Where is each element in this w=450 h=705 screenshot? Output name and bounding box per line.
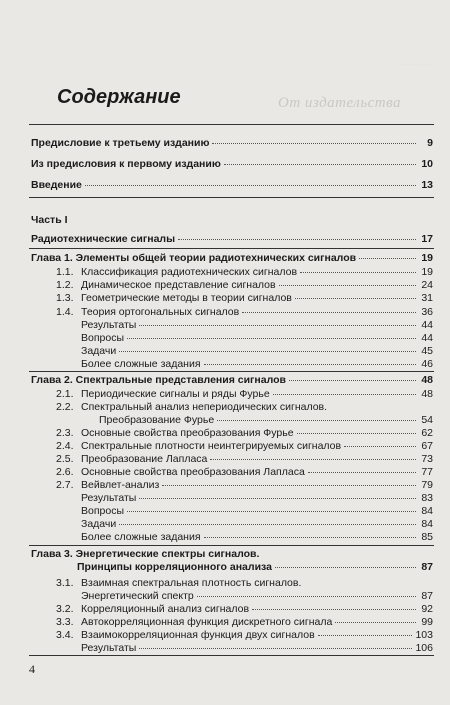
part-label: Часть I [31,214,68,226]
bleed-through-text: · · · · · · · · · [400,62,430,68]
toc-entry-3-2[interactable]: 3.2. Корреляционный анализ сигналов 92 [56,603,433,615]
toc-entry-1-advanced[interactable]: Более сложные задания 46 [81,358,433,370]
page-number: 4 [29,662,35,676]
toc-entry-2-5[interactable]: 2.5. Преобразование Лапласа 73 [56,453,433,465]
toc-entry-intro[interactable]: Введение 13 [31,179,433,191]
toc-entry-1-1[interactable]: 1.1. Классификация радиотехнических сигналов 19 [56,266,433,278]
toc-entry-1-results[interactable]: Результаты 44 [81,319,433,331]
toc-entry-chapter-1[interactable]: Глава 1. Элементы общей теории радиотехнических сигналов 19 [31,252,433,264]
toc-entry-2-7[interactable]: 2.7. Вейвлет-анализ 79 [56,479,433,491]
toc-entry-2-results[interactable]: Результаты 83 [81,492,433,504]
toc-entry-chapter-2[interactable]: Глава 2. Спектральные представления сигналов 48 [31,374,433,386]
toc-entry-2-tasks[interactable]: Задачи 84 [81,518,433,530]
toc-entry-1-tasks[interactable]: Задачи 45 [81,345,433,357]
toc-entry-1-3[interactable]: 1.3. Геометрические методы в теории сигналов 31 [56,292,433,304]
toc-entry-preface-1[interactable]: Из предисловия к первому изданию 10 [31,158,433,170]
toc-entry-2-6[interactable]: 2.6. Основные свойства преобразования Лапласа 77 [56,466,433,478]
divider [29,124,434,125]
toc-entry-2-3[interactable]: 2.3. Основные свойства преобразования Фурье 62 [56,427,433,439]
toc-entry-3-4[interactable]: 3.4. Взаимокорреляционная функция двух сигналов 103 [56,629,433,641]
toc-entry-2-4[interactable]: 2.4. Спектральные плотности неинтегрируемых сигналов 67 [56,440,433,452]
divider [29,545,434,546]
toc-entry-2-questions[interactable]: Вопросы 84 [81,505,433,517]
divider [29,371,434,372]
toc-entry-3-1-cont[interactable]: Энергетический спектр 87 [81,590,433,602]
toc-entry-preface-3[interactable]: Предисловие к третьему изданию 9 [31,137,433,149]
toc-entry-3-1[interactable]: 3.1. Взаимная спектральная плотность сигналов. [56,577,302,589]
toc-entry-3-results[interactable]: Результаты 106 [81,642,433,654]
page-title: Содержание [57,86,181,108]
toc-entry-1-4[interactable]: 1.4. Теория ортогональных сигналов 36 [56,306,433,318]
toc-entry-chapter-3[interactable]: Принципы корреляционного анализа 87 [77,561,433,573]
toc-entry-2-1[interactable]: 2.1. Периодические сигналы и ряды Фурье 48 [56,388,433,400]
toc-entry-1-2[interactable]: 1.2. Динамическое представление сигналов 24 [56,279,433,291]
toc-entry-3-3[interactable]: 3.3. Автокорреляционная функция дискретного сигнала 99 [56,616,433,628]
divider [29,197,434,198]
toc-entry-2-2-cont[interactable]: Преобразование Фурье 54 [99,414,433,426]
divider [29,655,434,656]
toc-entry-1-questions[interactable]: Вопросы 44 [81,332,433,344]
toc-entry-2-2[interactable]: 2.2. Спектральный анализ непериодических сигналов. [56,401,328,413]
bleed-through-title: От издательства [278,95,402,111]
divider [29,248,434,249]
chapter-3-heading-line1: Глава 3. Энергетические спектры сигналов. [31,548,260,560]
toc-entry-part-1[interactable]: Радиотехнические сигналы 17 [31,233,433,245]
toc-entry-2-advanced[interactable]: Более сложные задания 85 [81,531,433,543]
